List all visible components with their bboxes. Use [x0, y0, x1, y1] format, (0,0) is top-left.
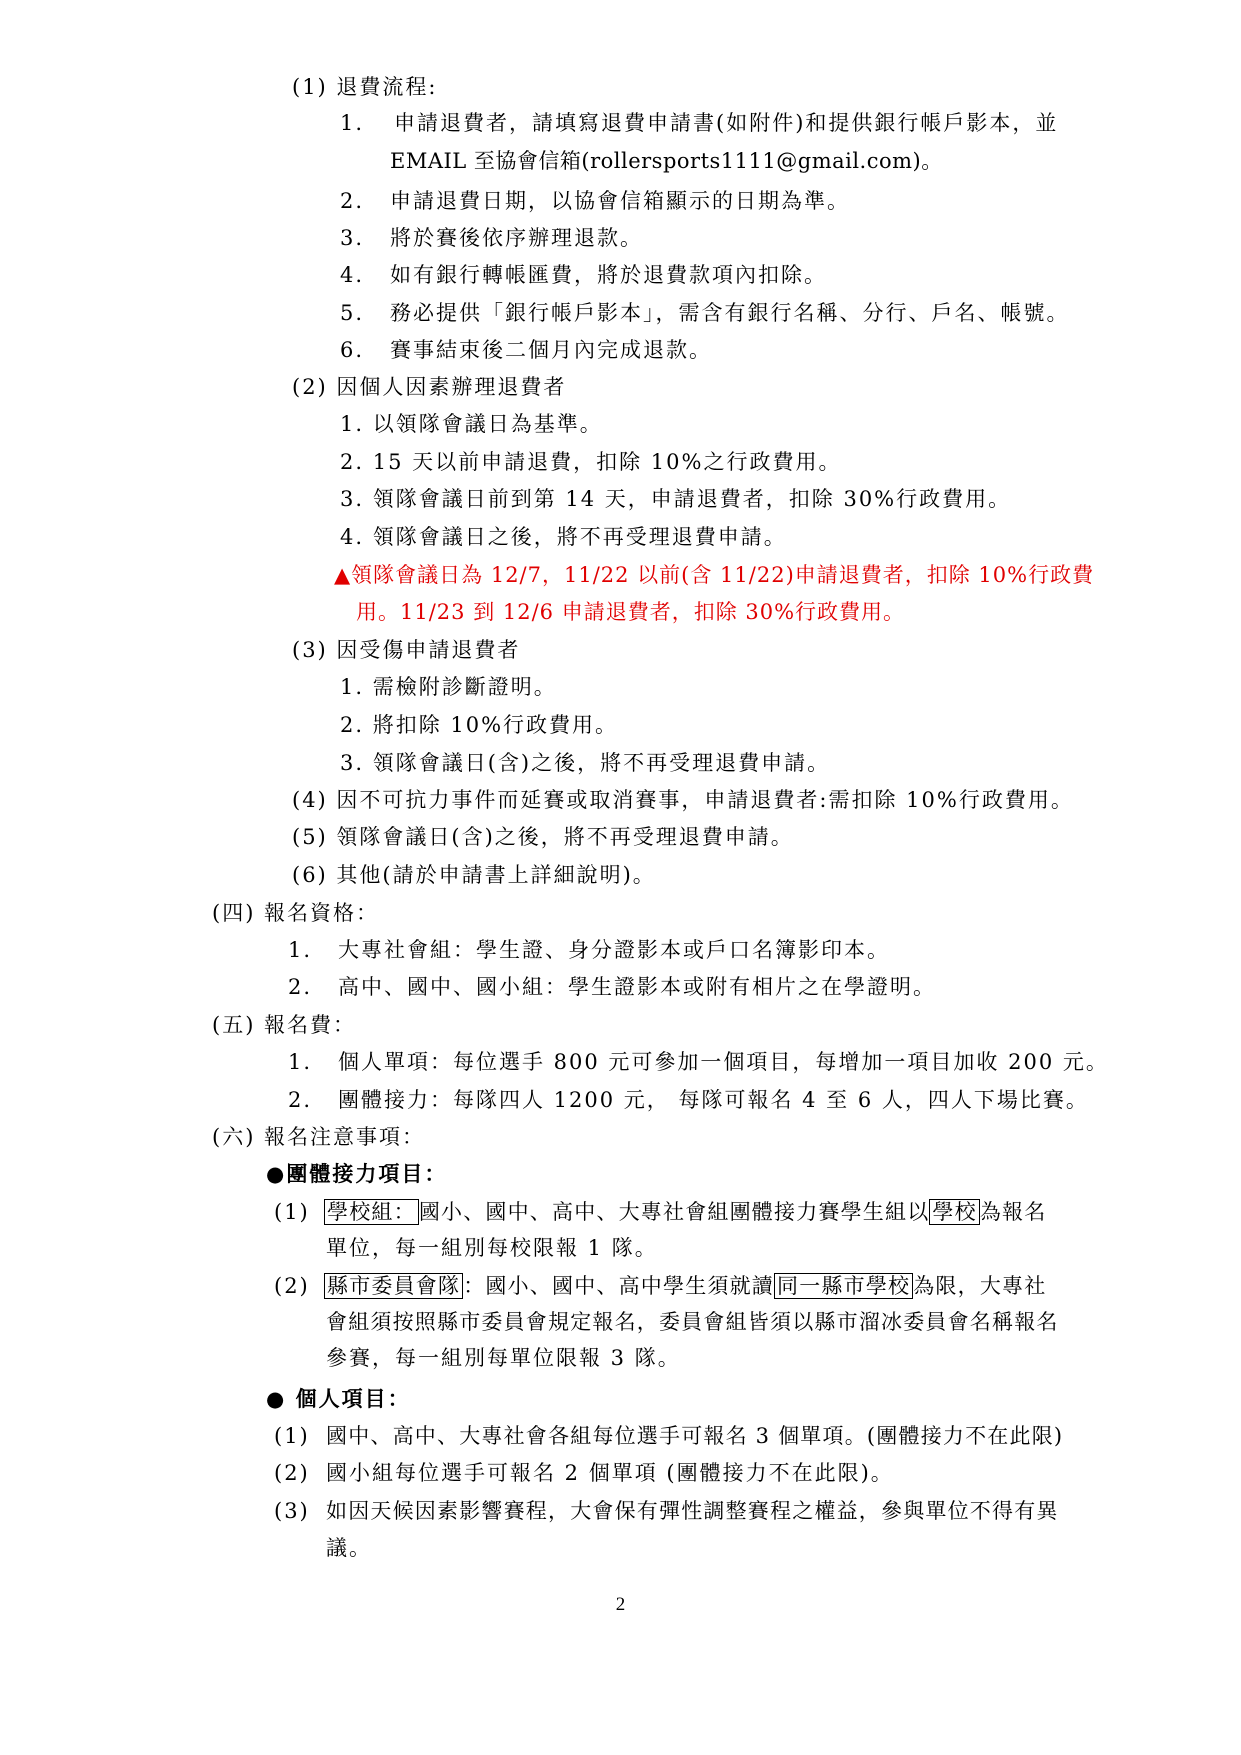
list-item-text: 務必提供「銀行帳戶影本」，需含有銀行名稱、分行、戶名、帳號。 — [390, 301, 1070, 325]
list-item-num: 1. — [288, 1050, 313, 1074]
section-personal-refund-heading: (2) 因個人因素辦理退費者 — [292, 375, 567, 399]
list-item-text: 申請退費日期，以協會信箱顯示的日期為準。 — [390, 189, 850, 213]
page-number: 2 — [615, 1594, 626, 1615]
section-refund-process-heading: (1) 退費流程: — [292, 75, 438, 99]
list-item-num: (2) — [274, 1274, 310, 1298]
list-item-text: 大專社會組：學生證、身分證影本或戶口名簿影印本。 — [338, 938, 890, 962]
team-school-rule: 學校組： 國小、國中、高中、大專社會組團體接力賽學生組以 學校 為報名 — [324, 1196, 1046, 1228]
list-item: (6) 其他(請於申請書上詳細說明)。 — [292, 863, 656, 887]
list-item: 1. 以領隊會議日為基準。 — [340, 412, 603, 436]
list-item: 3. 領隊會議日(含)之後，將不再受理退費申請。 — [340, 751, 831, 775]
list-item: 4. 領隊會議日之後，將不再受理退費申請。 — [340, 525, 787, 549]
list-item-text: 個人單項：每位選手 800 元可參加一個項目，每增加一項目加收 200 元。 — [338, 1050, 1109, 1074]
refund-deadline-note: ▲領隊會議日為 12/7，11/22 以前(含 11/22)申請退費者，扣除 10%行政費 — [334, 563, 1095, 587]
list-item-text: EMAIL 至協會信箱(rollersports1111@gmail.com)。 — [390, 149, 943, 173]
list-item: (5) 領隊會議日(含)之後，將不再受理退費申請。 — [292, 825, 794, 849]
list-item-num: (1) — [274, 1200, 310, 1224]
list-item-text: 賽事結束後二個月內完成退款。 — [390, 338, 712, 362]
list-item-text: 申請退費者，請填寫退費申請書(如附件)和提供銀行帳戶影本，並 — [394, 111, 1059, 135]
list-item-text: 議。 — [326, 1536, 372, 1560]
team-relay-heading: ●團體接力項目： — [266, 1161, 448, 1186]
list-item-num: 4. — [340, 263, 365, 287]
list-item-text: 單位，每一組別每校限報 1 隊。 — [326, 1236, 658, 1260]
individual-heading: ● 個人項目： — [266, 1386, 411, 1411]
list-item-num: 2. — [340, 189, 365, 213]
school-box: 學校 — [929, 1199, 979, 1225]
list-item: 1. 需檢附診斷證明。 — [340, 675, 557, 699]
list-item: 2. 將扣除 10%行政費用。 — [340, 713, 619, 737]
list-item-num: 2. — [288, 1088, 313, 1112]
team-county-rule: 縣市委員會隊 ：國小、國中、高中學生須就讀 同一縣市學校 為限，大專社 — [324, 1270, 1046, 1302]
school-group-box: 學校組： — [324, 1199, 419, 1225]
triangle-marker-icon: ▲ — [334, 563, 352, 587]
list-item-text: 將於賽後依序辦理退款。 — [390, 226, 643, 250]
list-item-num: (1) — [274, 1424, 310, 1448]
refund-deadline-note-line2: 用。11/23 到 12/6 申請退費者，扣除 30%行政費用。 — [356, 600, 906, 624]
section-injury-refund-heading: (3) 因受傷申請退費者 — [292, 638, 521, 662]
list-item-text: 如有銀行轉帳匯費，將於退費款項內扣除。 — [390, 263, 827, 287]
list-item-num: (3) — [274, 1499, 310, 1523]
section-qualification-heading: (四) 報名資格： — [212, 901, 380, 925]
list-item-text: 國中、高中、大專社會各組每位選手可報名 3 個單項。(團體接力不在此限) — [326, 1424, 1064, 1448]
list-item-num: 1. — [288, 938, 313, 962]
list-item-text: 高中、國中、國小組：學生證影本或附有相片之在學證明。 — [338, 975, 936, 999]
list-item-text: 國小組每位選手可報名 2 個單項 (團體接力不在此限)。 — [326, 1461, 894, 1485]
section-notes-heading: (六) 報名注意事項： — [212, 1125, 426, 1149]
list-item-num: (2) — [274, 1461, 310, 1485]
county-committee-box: 縣市委員會隊 — [324, 1273, 463, 1299]
list-item-text: 如因天候因素影響賽程，大會保有彈性調整賽程之權益，參與單位不得有異 — [326, 1499, 1059, 1523]
list-item-num: 3. — [340, 226, 365, 250]
list-item: 3. 領隊會議日前到第 14 天，申請退費者，扣除 30%行政費用。 — [340, 487, 1012, 511]
list-item: 2. 15 天以前申請退費，扣除 10%之行政費用。 — [340, 450, 842, 474]
list-item-num: 5. — [340, 301, 365, 325]
list-item-text: 會組須按照縣市委員會規定報名，委員會組皆須以縣市溜冰委員會名稱報名 — [326, 1310, 1059, 1334]
section-fee-heading: (五) 報名費： — [212, 1013, 357, 1037]
same-county-school-box: 同一縣市學校 — [774, 1273, 913, 1299]
list-item: (4) 因不可抗力事件而延賽或取消賽事，申請退費者:需扣除 10%行政費用。 — [292, 788, 1074, 812]
list-item: 1. — [340, 111, 365, 135]
list-item-text: 參賽，每一組別每單位限報 3 隊。 — [326, 1346, 681, 1370]
list-item-text: 團體接力：每隊四人 1200 元， 每隊可報名 4 至 6 人，四人下場比賽。 — [338, 1088, 1089, 1112]
list-item-num: 6. — [340, 338, 365, 362]
list-item-num: 2. — [288, 975, 313, 999]
